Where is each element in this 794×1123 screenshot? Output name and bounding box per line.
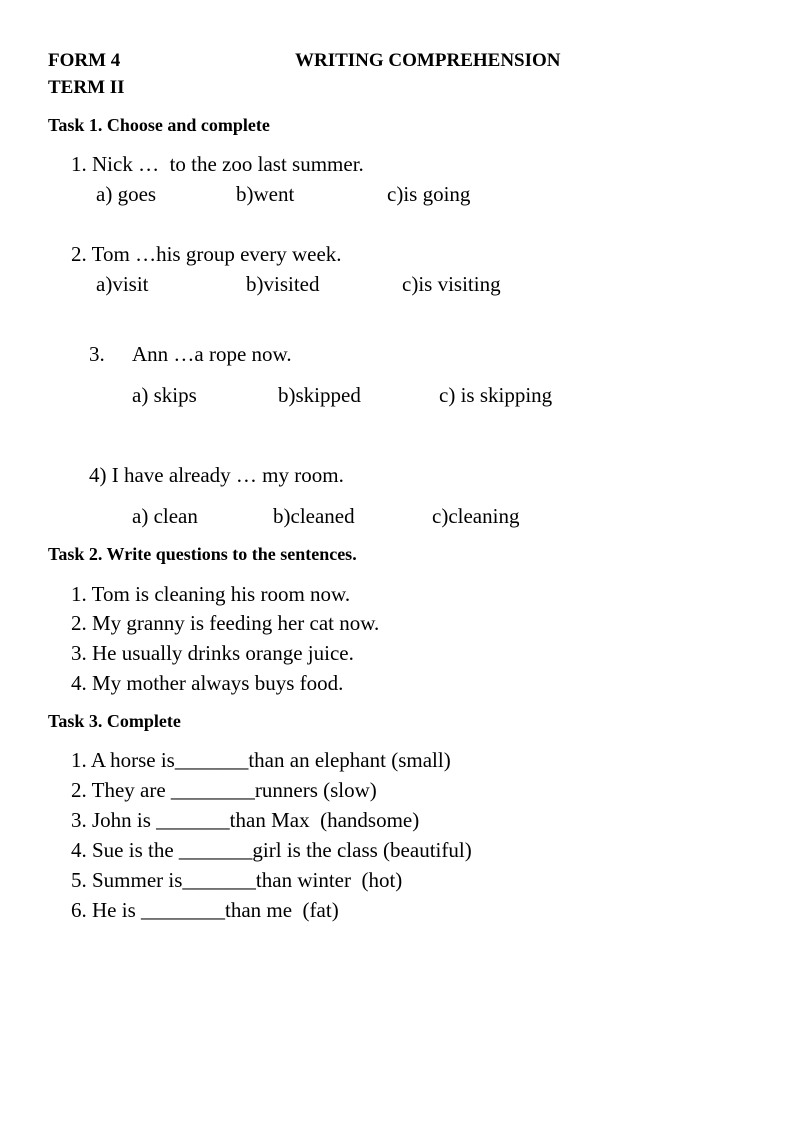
task1-question-2: 2. Tom …his group every week.	[71, 242, 342, 266]
task1-q4-option-c: c)cleaning	[432, 504, 520, 528]
task1-q3-option-b: b)skipped	[278, 383, 361, 407]
task1-q2-option-c: c)is visiting	[402, 272, 501, 296]
task3-heading: Task 3. Complete	[48, 711, 181, 731]
task1-question-1: 1. Nick … to the zoo last summer.	[71, 152, 364, 176]
task1-q2-option-b: b)visited	[246, 272, 320, 296]
task1-q3-option-a: a) skips	[132, 383, 197, 407]
task3-item-4: 4. Sue is the _______girl is the class (beautiful)	[71, 838, 472, 862]
task3-item-1: 1. A horse is_______than an elephant (small)	[71, 748, 451, 772]
term-label: TERM II	[48, 77, 125, 98]
task1-q1-option-a: a) goes	[96, 182, 157, 206]
task1-q4-option-b: b)cleaned	[273, 504, 355, 528]
task1-question-3-number: 3.	[89, 342, 105, 366]
task1-q1-option-c: c)is going	[387, 182, 471, 206]
task3-item-6: 6. He is ________than me (fat)	[71, 898, 339, 922]
task3-item-2: 2. They are ________runners (slow)	[71, 778, 377, 802]
task1-heading: Task 1. Choose and complete	[48, 115, 270, 135]
task1-q2-option-a: a)visit	[96, 272, 149, 296]
task1-q4-option-a: a) clean	[132, 504, 198, 528]
form-label: FORM 4	[48, 50, 121, 71]
task1-q1-option-b: b)went	[236, 182, 295, 206]
task2-item-4: 4. My mother always buys food.	[71, 671, 344, 695]
task2-item-3: 3. He usually drinks orange juice.	[71, 641, 354, 665]
task3-item-5: 5. Summer is_______than winter (hot)	[71, 868, 403, 892]
task2-heading: Task 2. Write questions to the sentences.	[48, 544, 357, 564]
task1-q3-option-c: c) is skipping	[439, 383, 553, 407]
task1-question-3: Ann …a rope now.	[132, 342, 292, 366]
task1-question-4: 4) I have already … my room.	[89, 463, 344, 487]
task3-item-3: 3. John is _______than Max (handsome)	[71, 808, 420, 832]
task2-item-2: 2. My granny is feeding her cat now.	[71, 611, 380, 635]
worksheet-title: WRITING COMPREHENSION	[295, 50, 561, 71]
task2-item-1: 1. Tom is cleaning his room now.	[71, 582, 351, 606]
